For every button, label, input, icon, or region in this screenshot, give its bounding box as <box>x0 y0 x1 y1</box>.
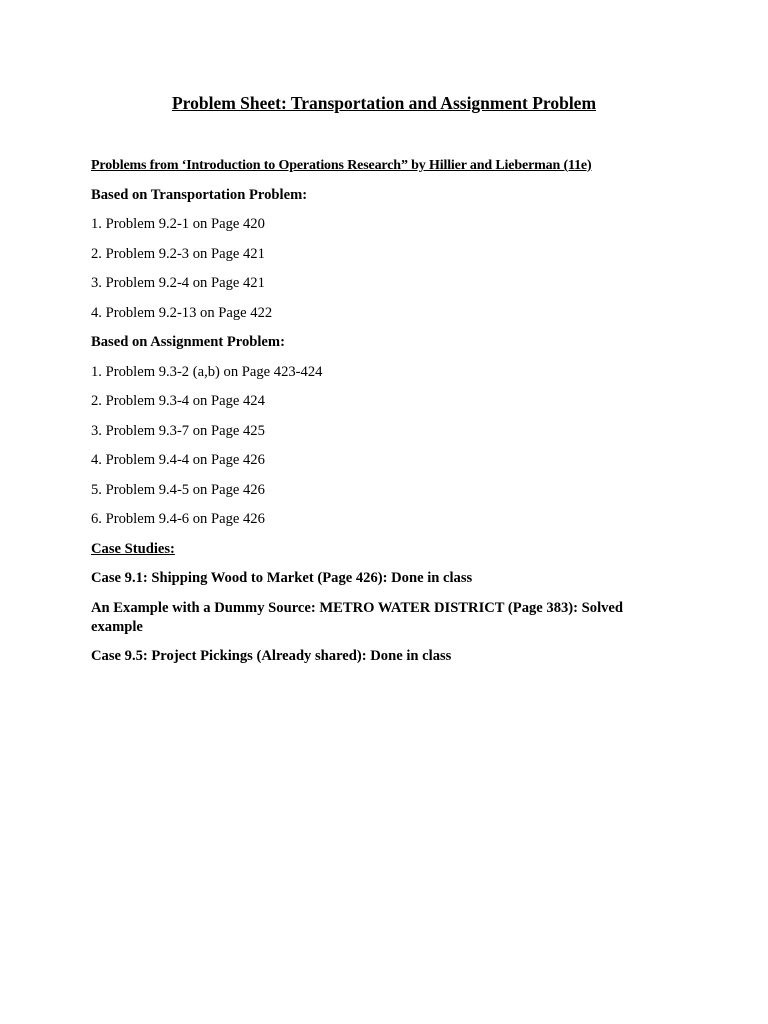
assignment-item-1: 1. Problem 9.3-2 (a,b) on Page 423-424 <box>91 363 323 380</box>
case-studies-heading: Case Studies: <box>91 540 175 557</box>
page-title: Problem Sheet: Transportation and Assignment Problem <box>171 93 597 113</box>
transportation-item-3: 3. Problem 9.2-4 on Page 421 <box>91 275 265 291</box>
transportation-item-4: 4. Problem 9.2-13 on Page 422 <box>91 304 273 321</box>
case-study-2: An Example with a Dummy Source: METRO WATER DISTRICT (Page 383): Solved example <box>91 599 624 635</box>
assignment-item-3: 3. Problem 9.3-7 on Page 425 <box>91 422 265 439</box>
transportation-heading: Based on Transportation Problem: <box>91 186 308 203</box>
case-study-3: Case 9.5: Project Pickings (Already shared): Done in class <box>91 648 452 664</box>
source-reference: Problems from ‘Introduction to Operations Research” by Hillier and Lieberman (11e) <box>91 158 592 173</box>
assignment-item-6: 6. Problem 9.4-6 on Page 426 <box>91 511 265 527</box>
transportation-item-1: 1. Problem 9.2-1 on Page 420 <box>91 216 265 232</box>
assignment-item-2: 2. Problem 9.3-4 on Page 424 <box>91 393 265 409</box>
assignment-item-5: 5. Problem 9.4-5 on Page 426 <box>91 481 265 498</box>
transportation-item-2: 2. Problem 9.2-3 on Page 421 <box>91 245 265 262</box>
assignment-item-4: 4. Problem 9.4-4 on Page 426 <box>91 452 265 468</box>
document-body <box>91 156 691 677</box>
case-study-1: Case 9.1: Shipping Wood to Market (Page 426): Done in class <box>91 570 473 586</box>
assignment-heading: Based on Assignment Problem: <box>91 334 285 350</box>
